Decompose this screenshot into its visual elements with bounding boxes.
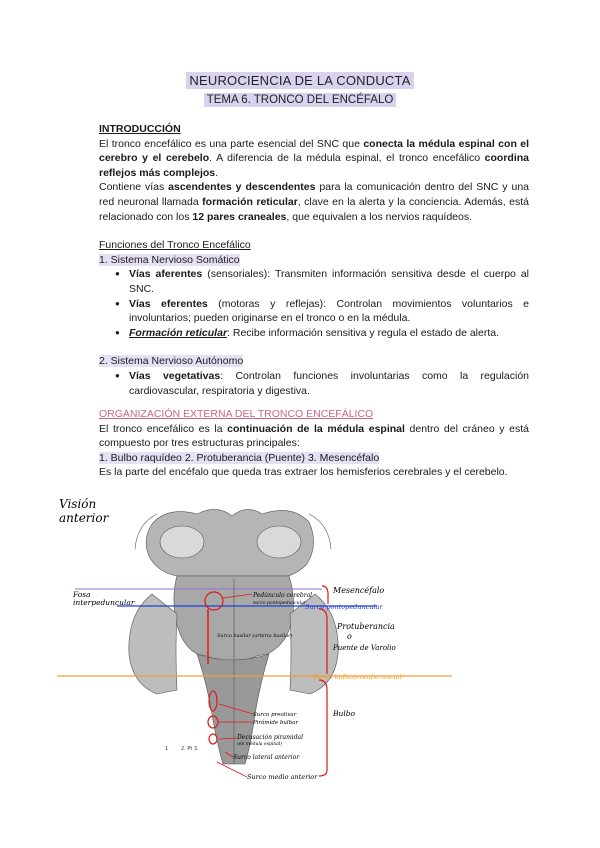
list-item-autonomo bbox=[99, 354, 529, 369]
page-title: NEUROCIENCIA DE LA CONDUCTA bbox=[186, 72, 413, 89]
label-surco-lateral: Surco lateral anterior bbox=[233, 754, 300, 761]
list-item bbox=[99, 297, 529, 326]
label-mesencefalo: Mesencéfalo bbox=[333, 586, 385, 595]
list-item bbox=[99, 326, 529, 341]
content bbox=[99, 122, 529, 480]
label-puente: Puente de Varolio bbox=[333, 644, 396, 652]
intro-heading: INTRODUCCIÓN bbox=[99, 123, 181, 135]
text: dentro del cráneo y está compuesto por tres estructuras principales: bbox=[99, 422, 529, 450]
label-interpeduncular: interpeduncular bbox=[73, 598, 135, 607]
label-anterior: anterior bbox=[59, 511, 109, 525]
bold-text: coordina reflejos más complejos bbox=[99, 152, 529, 179]
label-number-2: 2. Pt 3. bbox=[181, 746, 199, 752]
label-surco-ponto: Surco pontopeduncular bbox=[305, 603, 383, 611]
brainstem-illustration bbox=[57, 494, 489, 784]
organizacion-paragraph-2: Es la parte del encéfalo que queda tras extraer los hemisferios cerebrales y el cerebelo. bbox=[99, 466, 508, 479]
text: (sensoriales): Transmiten información sensitiva desde el cuerpo al SNC. bbox=[129, 268, 529, 295]
brainstem-figure bbox=[57, 494, 489, 784]
bracket-bulbo bbox=[319, 680, 327, 776]
marker-ellipse bbox=[209, 734, 217, 744]
bold-text: Vías eferentes bbox=[129, 297, 208, 310]
text: El tronco encefálico es la bbox=[99, 422, 228, 435]
label-surco-peduncular: surco pontopeduncular bbox=[253, 601, 306, 606]
organizacion-parts bbox=[99, 451, 529, 466]
page-subtitle: TEMA 6. TRONCO DEL ENCÉFALO bbox=[204, 93, 397, 107]
label-number-1: 1 bbox=[165, 746, 169, 752]
intro-paragraph-2 bbox=[99, 180, 529, 224]
label-surco-medio: Surco medio anterior bbox=[247, 773, 318, 781]
list-item bbox=[99, 267, 529, 296]
label-surco-basilar: Surco basilar (arteria basilar) bbox=[217, 633, 293, 639]
text: . A diferencia de la médula espinal, el tronco encefálico bbox=[209, 152, 485, 165]
bold-text: Formación reticular bbox=[129, 326, 228, 339]
numbered-item: 2. Sistema Nervioso Autónomo bbox=[99, 355, 244, 368]
label-fosa: Fosa bbox=[73, 590, 91, 599]
label-surco-bulbo: Surco bulboprotuberancial bbox=[313, 673, 402, 681]
text: El tronco encefálico es una parte esencial del SNC que bbox=[99, 137, 364, 150]
label-pedunculo: Pedúnculo cerebral bbox=[253, 592, 313, 599]
label-o: o bbox=[347, 632, 352, 641]
text: (motoras y reflejas): Controlan movimientos voluntarios e involuntarios; pueden originarse en el tronco o en la médula. bbox=[129, 297, 530, 325]
bold-text: continuación de la médula espinal bbox=[227, 422, 405, 435]
text: , que equivalen a los nervios raquídeos. bbox=[286, 210, 473, 223]
label-piramide: Pirámide bulbar bbox=[253, 720, 299, 726]
label-bulbo: Bulbo bbox=[333, 709, 356, 718]
bold-text: Vías aferentes bbox=[129, 268, 203, 281]
bold-text: Vías vegetativas bbox=[129, 369, 221, 382]
label-decusacion-2: (en médula espinal) bbox=[237, 742, 283, 747]
text: . bbox=[215, 166, 219, 179]
text: , clave en la alerta y la conciencia. Además, está relacionado con los bbox=[99, 195, 529, 223]
list-item bbox=[99, 369, 529, 398]
organizacion-paragraph-1 bbox=[99, 422, 529, 451]
title-block bbox=[0, 72, 600, 108]
parts-list: 1. Bulbo raquídeo 2. Protuberancia (Puente) 3. Mesencéfalo bbox=[99, 451, 380, 464]
numbered-item: 1. Sistema Nervioso Somático bbox=[99, 253, 240, 266]
text: : Controlan funciones involuntarias como la regulación cardiovascular, respiratoria y digestiva. bbox=[129, 369, 529, 397]
label-decusacion: Decusación piramidal bbox=[237, 734, 304, 741]
label-protuberancia: Protuberancia bbox=[337, 622, 395, 631]
organizacion-heading: ORGANIZACIÓN EXTERNA DEL TRONCO ENCEFÁLICO bbox=[99, 408, 374, 421]
bold-text: formación reticular bbox=[202, 195, 298, 208]
bold-text: 12 pares craneales bbox=[192, 210, 287, 223]
intro-paragraph-1 bbox=[99, 137, 529, 181]
text: para la comunicación dentro del SNC y una red neuronal llamada bbox=[99, 181, 529, 208]
label-vision: Visión bbox=[59, 497, 97, 511]
bold-text: ascendentes y descendentes bbox=[168, 181, 316, 194]
text: Contiene vías bbox=[99, 181, 169, 194]
bullet-list-autonomo bbox=[99, 369, 529, 398]
bullet-list-somatico bbox=[99, 267, 529, 340]
bold-text: conecta la médula espinal con el cerebro y el cerebelo bbox=[99, 137, 529, 165]
text: : Recibe información sensitiva y regula el estado de alerta. bbox=[227, 326, 500, 339]
funciones-heading: Funciones del Tronco Encefálico bbox=[99, 239, 251, 252]
list-item-somatico bbox=[99, 253, 529, 268]
label-surco-preolivar: Surco preolivar bbox=[253, 712, 297, 718]
